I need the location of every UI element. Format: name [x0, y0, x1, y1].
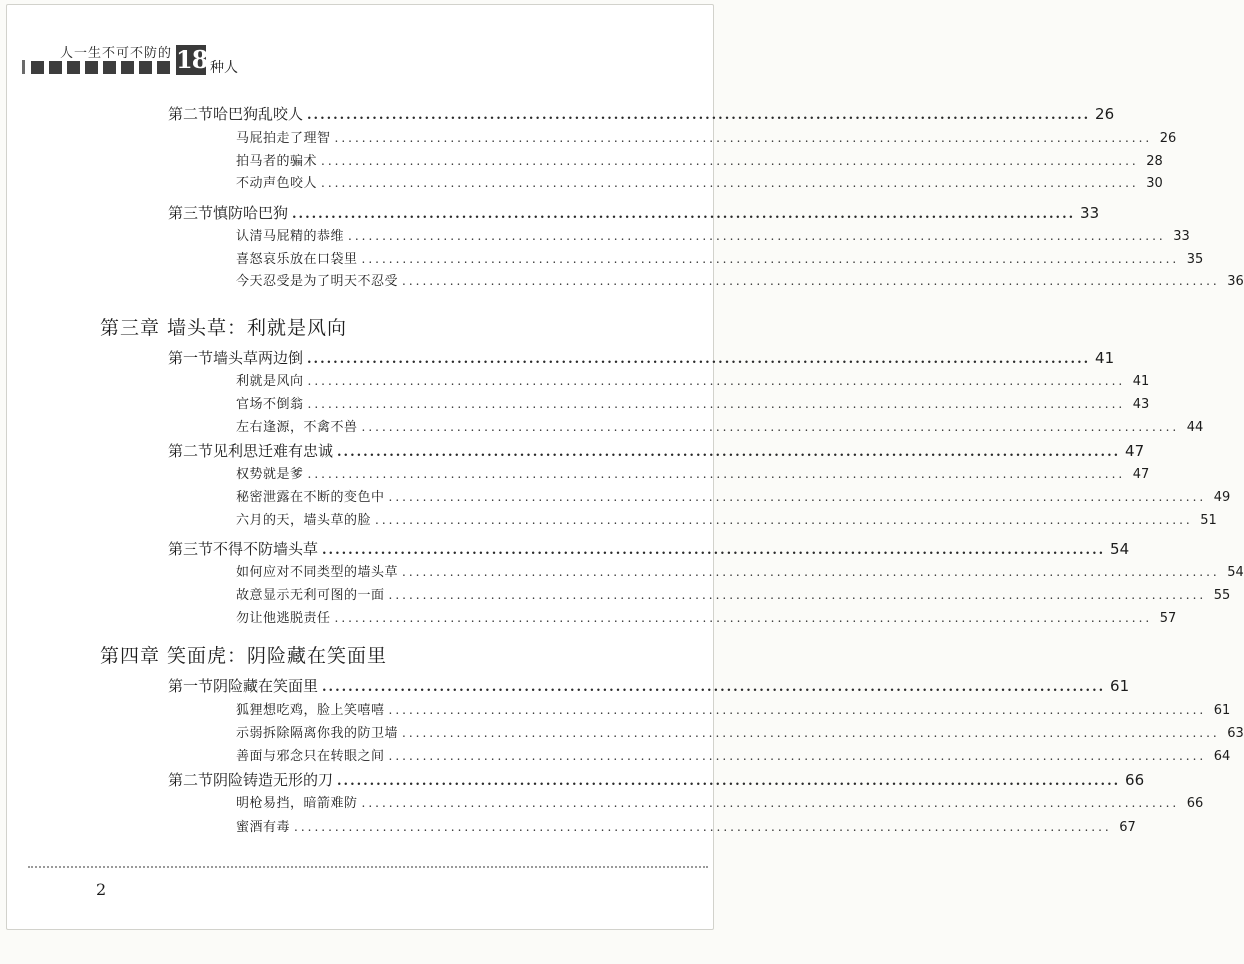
page-ref: 54 [1227, 565, 1244, 580]
toc-entry-row [236, 172, 1163, 191]
dot-leader: ........................................................................................................................ [348, 229, 1166, 243]
section-title: 墙头草两边倒 [213, 349, 304, 367]
toc-entry-row [236, 248, 1204, 267]
running-header-tail: 种人 [210, 60, 238, 76]
entry-title: 示弱拆除隔离你我的防卫墙 [236, 726, 399, 741]
entry-title: 善面与邪念只在转眼之间 [236, 749, 385, 764]
toc-section-row [168, 769, 1145, 790]
toc-section-row [168, 103, 1115, 124]
page-ref: 61 [1110, 677, 1130, 695]
entry-title: 左右逢源，不禽不兽 [236, 420, 358, 435]
running-header-number: 18 [176, 45, 208, 74]
section-label: 第一节 [168, 677, 214, 695]
page-ref: 64 [1213, 749, 1231, 764]
entry-title: 权势就是爹 [236, 467, 304, 482]
page-ref: 51 [1200, 513, 1217, 528]
dot-leader: ........................................................................................................................ [292, 207, 1076, 222]
page-ref: 33 [1080, 204, 1100, 222]
section-title: 哈巴狗乱咬人 [213, 105, 304, 123]
dot-leader: ........................................................................................................................ [388, 703, 1207, 717]
toc-entry-row [236, 486, 1231, 505]
dot-leader: ........................................................................................................................ [361, 252, 1180, 266]
page-ref: 54 [1110, 540, 1130, 558]
section-label: 第三节 [168, 204, 214, 222]
entry-title: 喜怒哀乐放在口袋里 [236, 252, 358, 267]
page-ref: 35 [1186, 252, 1204, 267]
dot-leader: ........................................................................................................................ [307, 374, 1126, 388]
page-ref: 43 [1132, 397, 1150, 412]
running-header-title: 人一生不可不防的 [60, 46, 173, 61]
page-number: 2 [96, 880, 107, 899]
entry-title: 马屁拍走了理智 [236, 131, 331, 146]
dot-leader: ........................................................................................................................ [337, 774, 1121, 789]
toc-entry-row [236, 584, 1231, 603]
page-ref: 66 [1125, 771, 1145, 789]
dot-leader: ........................................................................................................................ [361, 420, 1180, 434]
toc-section-row [168, 675, 1130, 696]
dot-leader: ........................................................................................................................ [334, 131, 1153, 145]
toc-entry-row [236, 150, 1163, 169]
dot-leader: ........................................................................................................................ [388, 749, 1207, 763]
dot-leader: ........................................................................................................................ [294, 820, 1112, 834]
toc-entry-row [236, 416, 1204, 435]
dot-leader: ........................................................................................................................ [307, 352, 1091, 367]
dot-leader: ........................................................................................................................ [322, 680, 1106, 695]
entry-title: 今天忍受是为了明天不忍受 [236, 274, 399, 289]
page-ref: 49 [1213, 490, 1231, 505]
page-ref: 33 [1173, 229, 1190, 244]
toc-entry-row [236, 561, 1244, 580]
chapter-heading: 第三章 墙头草：利就是风向 [100, 317, 348, 339]
dot-leader: ........................................................................................................................ [334, 611, 1153, 625]
page-ref: 57 [1159, 611, 1177, 626]
page-ref: 66 [1186, 796, 1204, 811]
running-header-decoration [22, 60, 182, 74]
page-ref: 67 [1119, 820, 1136, 835]
page-ref: 55 [1213, 588, 1231, 603]
dot-leader: ........................................................................................................................ [388, 490, 1207, 504]
entry-title: 利就是风向 [236, 374, 304, 389]
page-ref: 36 [1227, 274, 1244, 289]
entry-title: 故意显示无利可图的一面 [236, 588, 385, 603]
toc-entry-row [236, 225, 1190, 244]
entry-title: 官场不倒翁 [236, 397, 304, 412]
section-title: 阴险铸造无形的刀 [213, 771, 334, 789]
toc-section-row [168, 440, 1145, 461]
dot-leader: ........................................................................................................................ [307, 397, 1126, 411]
toc-entry-row [236, 127, 1177, 146]
section-title: 不得不防墙头草 [213, 540, 319, 558]
toc-entry-row [236, 509, 1217, 528]
dot-leader: ........................................................................................................................ [307, 467, 1126, 481]
entry-title: 拍马者的骗术 [236, 154, 318, 169]
page-ref: 41 [1132, 374, 1150, 389]
page-ref: 26 [1095, 105, 1115, 123]
page-ref: 30 [1146, 176, 1163, 191]
page-ref: 28 [1146, 154, 1163, 169]
dot-leader: ........................................................................................................................ [361, 796, 1180, 810]
section-label: 第一节 [168, 349, 214, 367]
toc-entry-row [236, 393, 1150, 412]
section-label: 第二节 [168, 442, 214, 460]
entry-title: 勿让他逃脱责任 [236, 611, 331, 626]
toc-section-row [168, 538, 1130, 559]
toc-entry-row [236, 722, 1244, 741]
toc-entry-row [236, 463, 1150, 482]
section-label: 第二节 [168, 771, 214, 789]
entry-title: 如何应对不同类型的墙头草 [236, 565, 399, 580]
section-title: 阴险藏在笑面里 [213, 677, 319, 695]
toc-entry-row [236, 816, 1136, 835]
toc-entry-row [236, 699, 1231, 718]
toc-section-row [168, 202, 1100, 223]
entry-title: 认清马屁精的恭维 [236, 229, 345, 244]
toc-entry-row [236, 370, 1150, 389]
dot-leader: ........................................................................................................................ [322, 543, 1106, 558]
dot-leader: ........................................................................................................................ [402, 274, 1220, 288]
page-ref: 41 [1095, 349, 1115, 367]
page-ref: 61 [1213, 703, 1231, 718]
page-ref: 47 [1132, 467, 1150, 482]
entry-title: 秘密泄露在不断的变色中 [236, 490, 385, 505]
dot-leader: ........................................................................................................................ [337, 445, 1121, 460]
dot-leader: ........................................................................................................................ [321, 176, 1139, 190]
page-ref: 26 [1159, 131, 1177, 146]
footer-divider [28, 866, 708, 868]
toc-entry-row [236, 607, 1177, 626]
dot-leader: ........................................................................................................................ [388, 588, 1207, 602]
entry-title: 不动声色咬人 [236, 176, 318, 191]
entry-title: 明枪易挡，暗箭难防 [236, 796, 358, 811]
dot-leader: ........................................................................................................................ [375, 513, 1193, 527]
toc-section-row [168, 347, 1115, 368]
toc-entry-row [236, 745, 1231, 764]
dot-leader: ........................................................................................................................ [321, 154, 1139, 168]
section-label: 第二节 [168, 105, 214, 123]
dot-leader: ........................................................................................................................ [307, 108, 1091, 123]
toc-entry-row [236, 270, 1244, 289]
section-title: 见利思迁难有忠诚 [213, 442, 334, 460]
entry-title: 六月的天，墙头草的脸 [236, 513, 372, 528]
page-ref: 63 [1227, 726, 1244, 741]
section-title: 慎防哈巴狗 [213, 204, 289, 222]
page-ref: 47 [1125, 442, 1145, 460]
chapter-heading: 第四章 笑面虎：阴险藏在笑面里 [100, 645, 388, 667]
dot-leader: ........................................................................................................................ [402, 726, 1220, 740]
section-label: 第三节 [168, 540, 214, 558]
toc-entry-row [236, 792, 1204, 811]
entry-title: 蜜酒有毒 [236, 820, 291, 835]
dot-leader: ........................................................................................................................ [402, 565, 1220, 579]
page-ref: 44 [1186, 420, 1204, 435]
entry-title: 狐狸想吃鸡，脸上笑嘻嘻 [236, 703, 385, 718]
